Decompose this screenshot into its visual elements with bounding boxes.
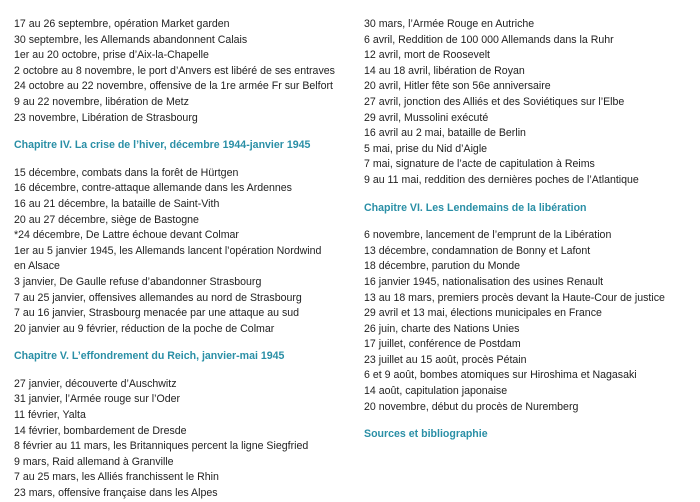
- timeline-entry: 2 octobre au 8 novembre, le port d’Anvers est libéré de ses entraves: [14, 64, 335, 77]
- timeline-entry: 6 avril, Reddition de 100 000 Allemands dans la Ruhr: [364, 33, 614, 46]
- timeline-entry: 20 avril, Hitler fête son 56e anniversaire: [364, 80, 551, 93]
- timeline-entry: 23 novembre, Libération de Strasbourg: [14, 111, 198, 124]
- right-column: [364, 17, 694, 443]
- timeline-entry: 3 janvier, De Gaulle refuse d’abandonner Strasbourg: [14, 275, 262, 288]
- timeline-entry: 11 février, Yalta: [14, 409, 86, 422]
- timeline-entry: 23 mars, offensive française dans les Alpes: [14, 487, 218, 500]
- timeline-entry: 14 février, bombardement de Dresde: [14, 424, 187, 437]
- left-block-3: [14, 377, 344, 502]
- right-block-1: [364, 17, 694, 189]
- chapter-4-heading[interactable]: Chapitre IV. La crise de l’hiver, décembre 1944-janvier 1945: [14, 139, 311, 152]
- chapter-6-heading[interactable]: Chapitre VI. Les Lendemains de la libération: [364, 201, 587, 214]
- timeline-entry: 9 au 22 novembre, libération de Metz: [14, 95, 189, 108]
- timeline-entry: 7 au 25 mars, les Alliés franchissent le Rhin: [14, 471, 219, 484]
- timeline-entry: 14 au 18 avril, libération de Royan: [364, 64, 525, 77]
- timeline-entry: 7 au 25 janvier, offensives allemandes au nord de Strasbourg: [14, 291, 302, 304]
- sources-heading[interactable]: Sources et bibliographie: [364, 428, 488, 441]
- timeline-entry: 9 au 11 mai, reddition des dernières poches de l’Atlantique: [364, 173, 639, 186]
- timeline-entry: 23 juillet au 15 août, procès Pétain: [364, 353, 527, 366]
- timeline-entry: 20 novembre, début du procès de Nuremberg: [364, 400, 579, 413]
- timeline-entry: 16 au 21 décembre, la bataille de Saint-Vith: [14, 197, 220, 210]
- timeline-entry: 7 mai, signature de l’acte de capitulation à Reims: [364, 158, 595, 171]
- timeline-entry: 20 au 27 décembre, siège de Bastogne: [14, 213, 199, 226]
- timeline-entry: 6 et 9 août, bombes atomiques sur Hiroshima et Nagasaki: [364, 369, 637, 382]
- timeline-entry: 13 décembre, condamnation de Bonny et Lafont: [364, 244, 591, 257]
- timeline-entry: 30 septembre, les Allemands abandonnent Calais: [14, 33, 248, 46]
- timeline-entry: 16 avril au 2 mai, bataille de Berlin: [364, 127, 526, 140]
- timeline-entry: 27 janvier, découverte d’Auschwitz: [14, 377, 177, 390]
- timeline-entry: 29 avril et 13 mai, élections municipales en France: [364, 307, 602, 320]
- timeline-entry: 26 juin, charte des Nations Unies: [364, 322, 520, 335]
- timeline-entry: 14 août, capitulation japonaise: [364, 385, 508, 398]
- timeline-entry: 30 mars, l’Armée Rouge en Autriche: [364, 18, 535, 30]
- timeline-entry: 15 décembre, combats dans la forêt de Hürtgen: [14, 166, 239, 179]
- timeline-entry: 7 au 16 janvier, Strasbourg menacée par une attaque au sud: [14, 307, 300, 320]
- left-block-2: [14, 166, 344, 338]
- timeline-entry: 12 avril, mort de Roosevelt: [364, 49, 491, 62]
- timeline-entry: 1er au 5 janvier 1945, les Allemands lancent l’opération Nordwind: [14, 244, 322, 257]
- left-column: [14, 17, 344, 502]
- timeline-entry: 18 décembre, parution du Monde: [364, 260, 521, 273]
- timeline-entry: 13 au 18 mars, premiers procès devant la Haute-Cour de justice: [364, 291, 665, 304]
- timeline-entry: 16 janvier 1945, nationalisation des usines Renault: [364, 275, 604, 288]
- timeline-entry: *24 décembre, De Lattre échoue devant Colmar: [14, 229, 239, 242]
- left-block-1: [14, 17, 344, 126]
- timeline-entry: 6 novembre, lancement de l’emprunt de la Libération: [364, 229, 612, 242]
- timeline-entry: 8 février au 11 mars, les Britanniques percent la ligne Siegfried: [14, 440, 309, 453]
- timeline-entry: 5 mai, prise du Nid d’Aigle: [364, 142, 488, 155]
- timeline-entry: 29 avril, Mussolini exécuté: [364, 111, 489, 124]
- chapter-5-heading[interactable]: Chapitre V. L’effondrement du Reich, janvier-mai 1945: [14, 350, 285, 363]
- timeline-entry: 24 octobre au 22 novembre, offensive de la 1re armée Fr sur Belfort: [14, 80, 333, 93]
- right-block-2: [364, 228, 694, 415]
- timeline-entry: 27 avril, jonction des Alliés et des Soviétiques sur l’Elbe: [364, 95, 625, 108]
- timeline-entry: 20 janvier au 9 février, réduction de la poche de Colmar: [14, 322, 275, 335]
- timeline-entry: 31 janvier, l’Armée rouge sur l’Oder: [14, 393, 181, 406]
- timeline-entry: 1er au 20 octobre, prise d’Aix-la-Chapelle: [14, 49, 209, 62]
- timeline-entry: 16 décembre, contre-attaque allemande dans les Ardennes: [14, 182, 292, 195]
- timeline-entry: en Alsace: [14, 260, 60, 273]
- timeline-entry: 9 mars, Raid allemand à Granville: [14, 455, 174, 468]
- timeline-entry: 17 au 26 septembre, opération Market garden: [14, 18, 230, 30]
- timeline-entry: 17 juillet, conférence de Postdam: [364, 338, 521, 351]
